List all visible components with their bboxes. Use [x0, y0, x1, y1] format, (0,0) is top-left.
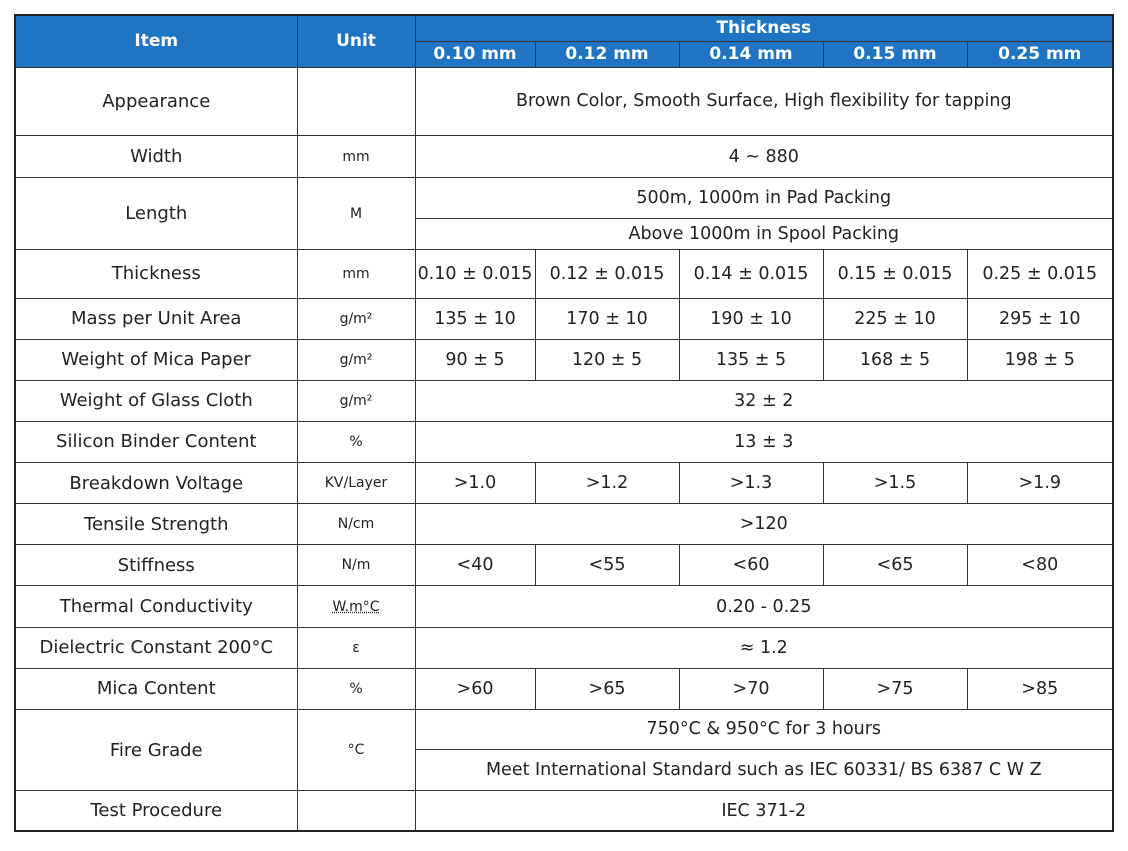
cell-value: >75 [823, 668, 967, 709]
row-mica-paper [15, 339, 1113, 380]
row-value: >120 [415, 504, 1113, 545]
cell-value: 168 ± 5 [823, 339, 967, 380]
row-unit: mm [297, 135, 415, 177]
row-value: 4 ~ 880 [415, 135, 1113, 177]
cell-value: 0.14 ± 0.015 [679, 250, 823, 298]
row-label: Tensile Strength [15, 504, 297, 545]
cell-value: 0.10 ± 0.015 [415, 250, 535, 298]
row-label: Thermal Conductivity [15, 586, 297, 627]
cell-value: <60 [679, 545, 823, 586]
row-label: Test Procedure [15, 791, 297, 831]
row-unit: W.m°C [297, 586, 415, 627]
row-tensile [15, 504, 1113, 545]
row-label: Width [15, 135, 297, 177]
cell-value: <65 [823, 545, 967, 586]
cell-value: <40 [415, 545, 535, 586]
header-item: Item [15, 15, 297, 67]
row-value: IEC 371-2 [415, 791, 1113, 831]
row-length [15, 178, 1113, 219]
row-label: Thickness [15, 250, 297, 298]
row-thickness [15, 250, 1113, 298]
row-value-temperature: 750°C & 950°C for 3 hours [415, 709, 1113, 749]
row-unit: g/m² [297, 298, 415, 339]
header-col-0-10: 0.10 mm [415, 41, 535, 67]
row-unit: % [297, 421, 415, 462]
row-unit: mm [297, 250, 415, 298]
row-mass [15, 298, 1113, 339]
row-unit [297, 67, 415, 135]
cell-value: 90 ± 5 [415, 339, 535, 380]
header-col-0-25: 0.25 mm [967, 41, 1113, 67]
cell-value: >70 [679, 668, 823, 709]
row-value: 13 ± 3 [415, 421, 1113, 462]
spec-table [14, 14, 1114, 832]
row-unit: N/cm [297, 504, 415, 545]
row-stiffness [15, 545, 1113, 586]
row-binder [15, 421, 1113, 462]
row-label: Weight of Glass Cloth [15, 380, 297, 421]
row-dielectric [15, 627, 1113, 668]
row-unit: g/m² [297, 339, 415, 380]
row-test-procedure [15, 791, 1113, 831]
cell-value: 0.12 ± 0.015 [535, 250, 679, 298]
row-unit: M [297, 178, 415, 250]
cell-value: 198 ± 5 [967, 339, 1113, 380]
row-label: Breakdown Voltage [15, 463, 297, 504]
cell-value: <80 [967, 545, 1113, 586]
row-unit: °C [297, 709, 415, 790]
cell-value: 0.25 ± 0.015 [967, 250, 1113, 298]
row-label: Appearance [15, 67, 297, 135]
cell-value: 295 ± 10 [967, 298, 1113, 339]
row-label: Mass per Unit Area [15, 298, 297, 339]
cell-value: >1.5 [823, 463, 967, 504]
header-thickness: Thickness [415, 15, 1113, 41]
row-label: Fire Grade [15, 709, 297, 790]
cell-value: >1.9 [967, 463, 1113, 504]
header-unit: Unit [297, 15, 415, 67]
row-label: Weight of Mica Paper [15, 339, 297, 380]
row-appearance [15, 67, 1113, 135]
cell-value: >85 [967, 668, 1113, 709]
cell-value: >1.0 [415, 463, 535, 504]
row-value: 0.20 - 0.25 [415, 586, 1113, 627]
header-col-0-12: 0.12 mm [535, 41, 679, 67]
cell-value: 135 ± 5 [679, 339, 823, 380]
row-value-spool: Above 1000m in Spool Packing [415, 219, 1113, 250]
row-label: Dielectric Constant 200°C [15, 627, 297, 668]
row-unit [297, 791, 415, 831]
cell-value: >1.3 [679, 463, 823, 504]
row-breakdown [15, 463, 1113, 504]
cell-value: >65 [535, 668, 679, 709]
row-value: Brown Color, Smooth Surface, High flexibility for tapping [415, 67, 1113, 135]
cell-value: 120 ± 5 [535, 339, 679, 380]
row-unit: ε [297, 627, 415, 668]
row-fire-grade [15, 709, 1113, 749]
row-label: Silicon Binder Content [15, 421, 297, 462]
row-unit: % [297, 668, 415, 709]
row-value-pad: 500m, 1000m in Pad Packing [415, 178, 1113, 219]
cell-value: 135 ± 10 [415, 298, 535, 339]
row-value-standard: Meet International Standard such as IEC 60331/ BS 6387 C W Z [415, 750, 1113, 791]
cell-value: >1.2 [535, 463, 679, 504]
row-unit: N/m [297, 545, 415, 586]
row-label: Length [15, 178, 297, 250]
cell-value: 170 ± 10 [535, 298, 679, 339]
row-thermal [15, 586, 1113, 627]
row-unit: g/m² [297, 380, 415, 421]
row-value: ≈ 1.2 [415, 627, 1113, 668]
row-label: Stiffness [15, 545, 297, 586]
header-col-0-15: 0.15 mm [823, 41, 967, 67]
cell-value: 225 ± 10 [823, 298, 967, 339]
header-col-0-14: 0.14 mm [679, 41, 823, 67]
cell-value: >60 [415, 668, 535, 709]
row-glass-cloth [15, 380, 1113, 421]
row-label: Mica Content [15, 668, 297, 709]
row-mica-content [15, 668, 1113, 709]
row-unit: KV/Layer [297, 463, 415, 504]
cell-value: <55 [535, 545, 679, 586]
cell-value: 0.15 ± 0.015 [823, 250, 967, 298]
row-value: 32 ± 2 [415, 380, 1113, 421]
cell-value: 190 ± 10 [679, 298, 823, 339]
row-width [15, 135, 1113, 177]
